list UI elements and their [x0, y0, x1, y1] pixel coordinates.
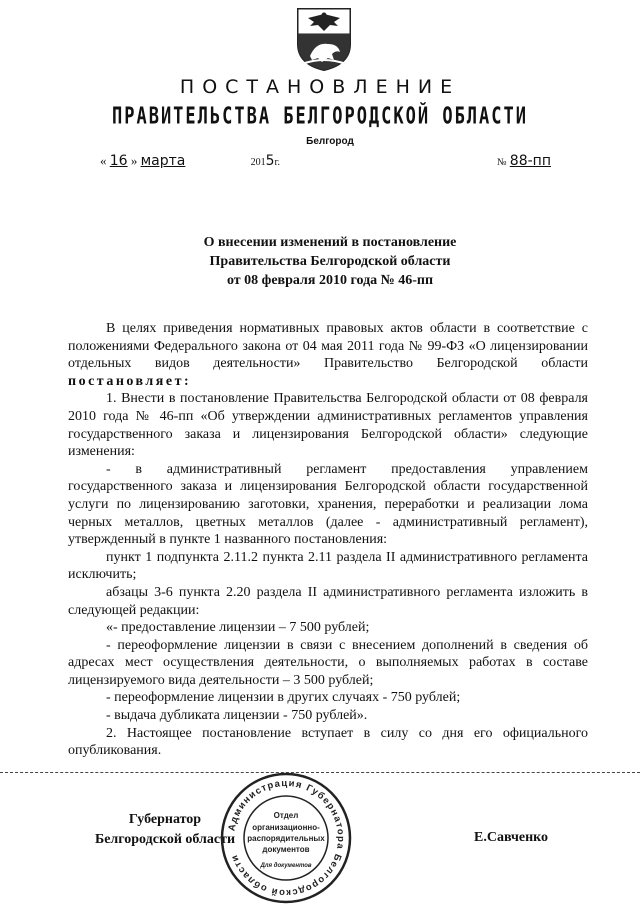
- city-name: Белгород: [306, 136, 354, 147]
- date-year-suffix: г.: [274, 157, 280, 168]
- document-kind: ПОСТАНОВЛЕНИЕ: [179, 76, 461, 98]
- title-line-2: Правительства Белгородской области: [209, 254, 451, 269]
- document-number: [497, 153, 551, 169]
- preamble-text: В целях приведения нормативных правовых актов области в соответствие с положениями Федерального закона от 04 мая 2011 года № 99-ФЗ «О лицензировании отдельных видов деятельности» Правительство Белгородской области: [68, 321, 588, 372]
- stamp-line-2: организационно-: [252, 823, 320, 832]
- signatory-name: Е.Савченко: [474, 830, 549, 845]
- paragraph-fee-1: «- предоставление лицензии – 7 500 рублей;: [106, 620, 370, 636]
- paragraph-item-2: 2. Настоящее постановление вступает в силу со дня его официального опубликования.: [68, 725, 588, 759]
- date-year-prefix: 201: [250, 157, 266, 168]
- paragraph-regulation: - в административный регламент предоставления управлением государственного заказа и лицензирования Белгородской области государственной услуги по лицензированию заготовки, хранения, переработки и реализации лома черных металлов, цветных металлов (далее - административный регламент), утвержденный в пункте 1 названного постановления:: [68, 461, 588, 548]
- document-title: [0, 233, 640, 290]
- paragraph-fee-4: - выдача дубликата лицензии - 750 рублей».: [106, 708, 368, 724]
- document-body: [68, 320, 588, 760]
- document-date: [100, 153, 280, 169]
- paragraph-fee-2: - переоформление лицензии в связи с внесением дополнений в сведения об адресах мест осуществления деятельности, о выполняемых работах в составе лицензируемого вида деятельности – 3 500 рублей;: [68, 637, 588, 688]
- stamp-line-4: документов: [262, 845, 310, 854]
- date-day: 16: [109, 153, 128, 169]
- signatory-title-line-1: Губернатор: [128, 812, 202, 827]
- resolves-word: постановляет:: [68, 373, 192, 389]
- paragraph-amend: абзацы 3-6 пункта 2.20 раздела II административного регламента изложить в следующей редакции:: [68, 584, 588, 618]
- date-month: марта: [140, 153, 186, 169]
- date-quote-close: »: [130, 153, 138, 168]
- date-year-digit: 5: [265, 153, 275, 169]
- date-quote-open: «: [100, 153, 107, 168]
- title-line-1: О внесении изменений в постановление: [203, 235, 457, 250]
- stamp-line-1: Отдел: [273, 811, 299, 820]
- number-label: №: [497, 157, 507, 168]
- issuer-name: ПРАВИТЕЛЬСТВА БЕЛГОРОДСКОЙ ОБЛАСТИ: [112, 103, 528, 130]
- paragraph-fee-3: - переоформление лицензии в других случаях - 750 рублей;: [106, 690, 461, 706]
- paragraph-exclude: пункт 1 подпункта 2.11.2 пункта 2.11 раздела II административного регламента исключить;: [68, 549, 588, 583]
- coat-of-arms-emblem: [294, 6, 354, 72]
- title-line-3: от 08 февраля 2010 года № 46-пп: [226, 273, 434, 288]
- number-value: 88-пп: [509, 153, 551, 169]
- stamp-line-3: распорядительных: [247, 834, 325, 843]
- paragraph-item-1: 1. Внести в постановление Правительства Белгородской области от 08 февраля 2010 года № 46-пп «Об утверждении административных регламентов управления государственного заказа и лицензирования Белгородской области» следующие изменения:: [68, 391, 588, 460]
- stamp-line-5: Для документов: [260, 863, 312, 869]
- signatory-title-line-2: Белгородской области: [94, 832, 236, 847]
- stamp-ring-text: Администрация Губернатора Белгородской области: [226, 777, 347, 899]
- paragraph-preamble: [68, 320, 588, 390]
- office-stamp: [218, 770, 354, 906]
